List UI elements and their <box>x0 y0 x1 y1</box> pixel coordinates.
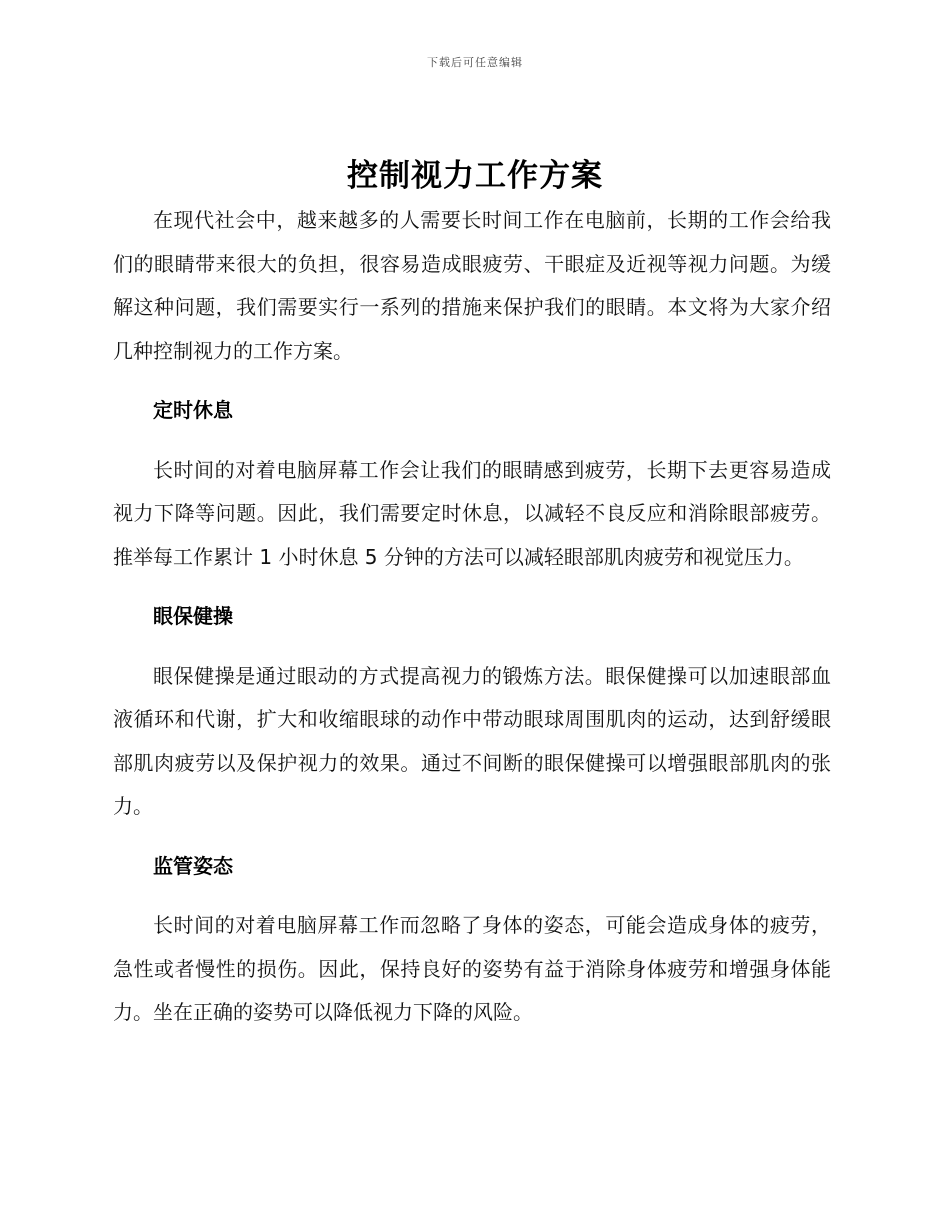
section-rest <box>113 389 831 579</box>
section-heading: 定时休息 <box>153 398 233 422</box>
intro-paragraph: 在现代社会中，越来越多的人需要长时间工作在电脑前，长期的工作会给我们的眼睛带来很大的负担，很容易造成眼疲劳、干眼症及近视等视力问题。为缓解这种问题，我们需要实行一系列的措施来保护我们的眼睛。本文将为大家介绍几种控制视力的工作方案。 <box>113 208 831 363</box>
section-eye-exercise <box>113 595 831 829</box>
document-body <box>113 199 831 1035</box>
section-paragraph: 眼保健操是通过眼动的方式提高视力的锻炼方法。眼保健操可以加速眼部血液循环和代谢，扩大和收缩眼球的动作中带动眼球周围肌肉的运动，达到舒缓眼部肌肉疲劳以及保护视力的效果。通过不间断的眼保健操可以增强眼部肌肉的张力。 <box>113 663 831 818</box>
section-heading: 监管姿态 <box>153 853 233 878</box>
section-paragraph: 长时间的对着电脑屏幕工作会让我们的眼睛感到疲劳，长期下去更容易造成视力下降等问题。因此，我们需要定时休息，以减轻不良反应和消除眼部疲劳。推举每工作累计 1 小时休息 5 分钟的方法可以减轻眼部肌肉疲劳和视觉压力。 <box>113 457 831 569</box>
document-title: 控制视力工作方案 <box>347 158 603 194</box>
section-paragraph: 长时间的对着电脑屏幕工作而忽略了身体的姿态，可能会造成身体的疲劳，急性或者慢性的损伤。因此，保持良好的姿势有益于消除身体疲劳和增强身体能力。坐在正确的姿势可以降低视力下降的风险。 <box>113 913 831 1024</box>
header-note: 下载后可任意编辑 <box>427 56 523 69</box>
section-posture <box>113 845 831 1035</box>
section-heading: 眼保健操 <box>153 604 233 628</box>
